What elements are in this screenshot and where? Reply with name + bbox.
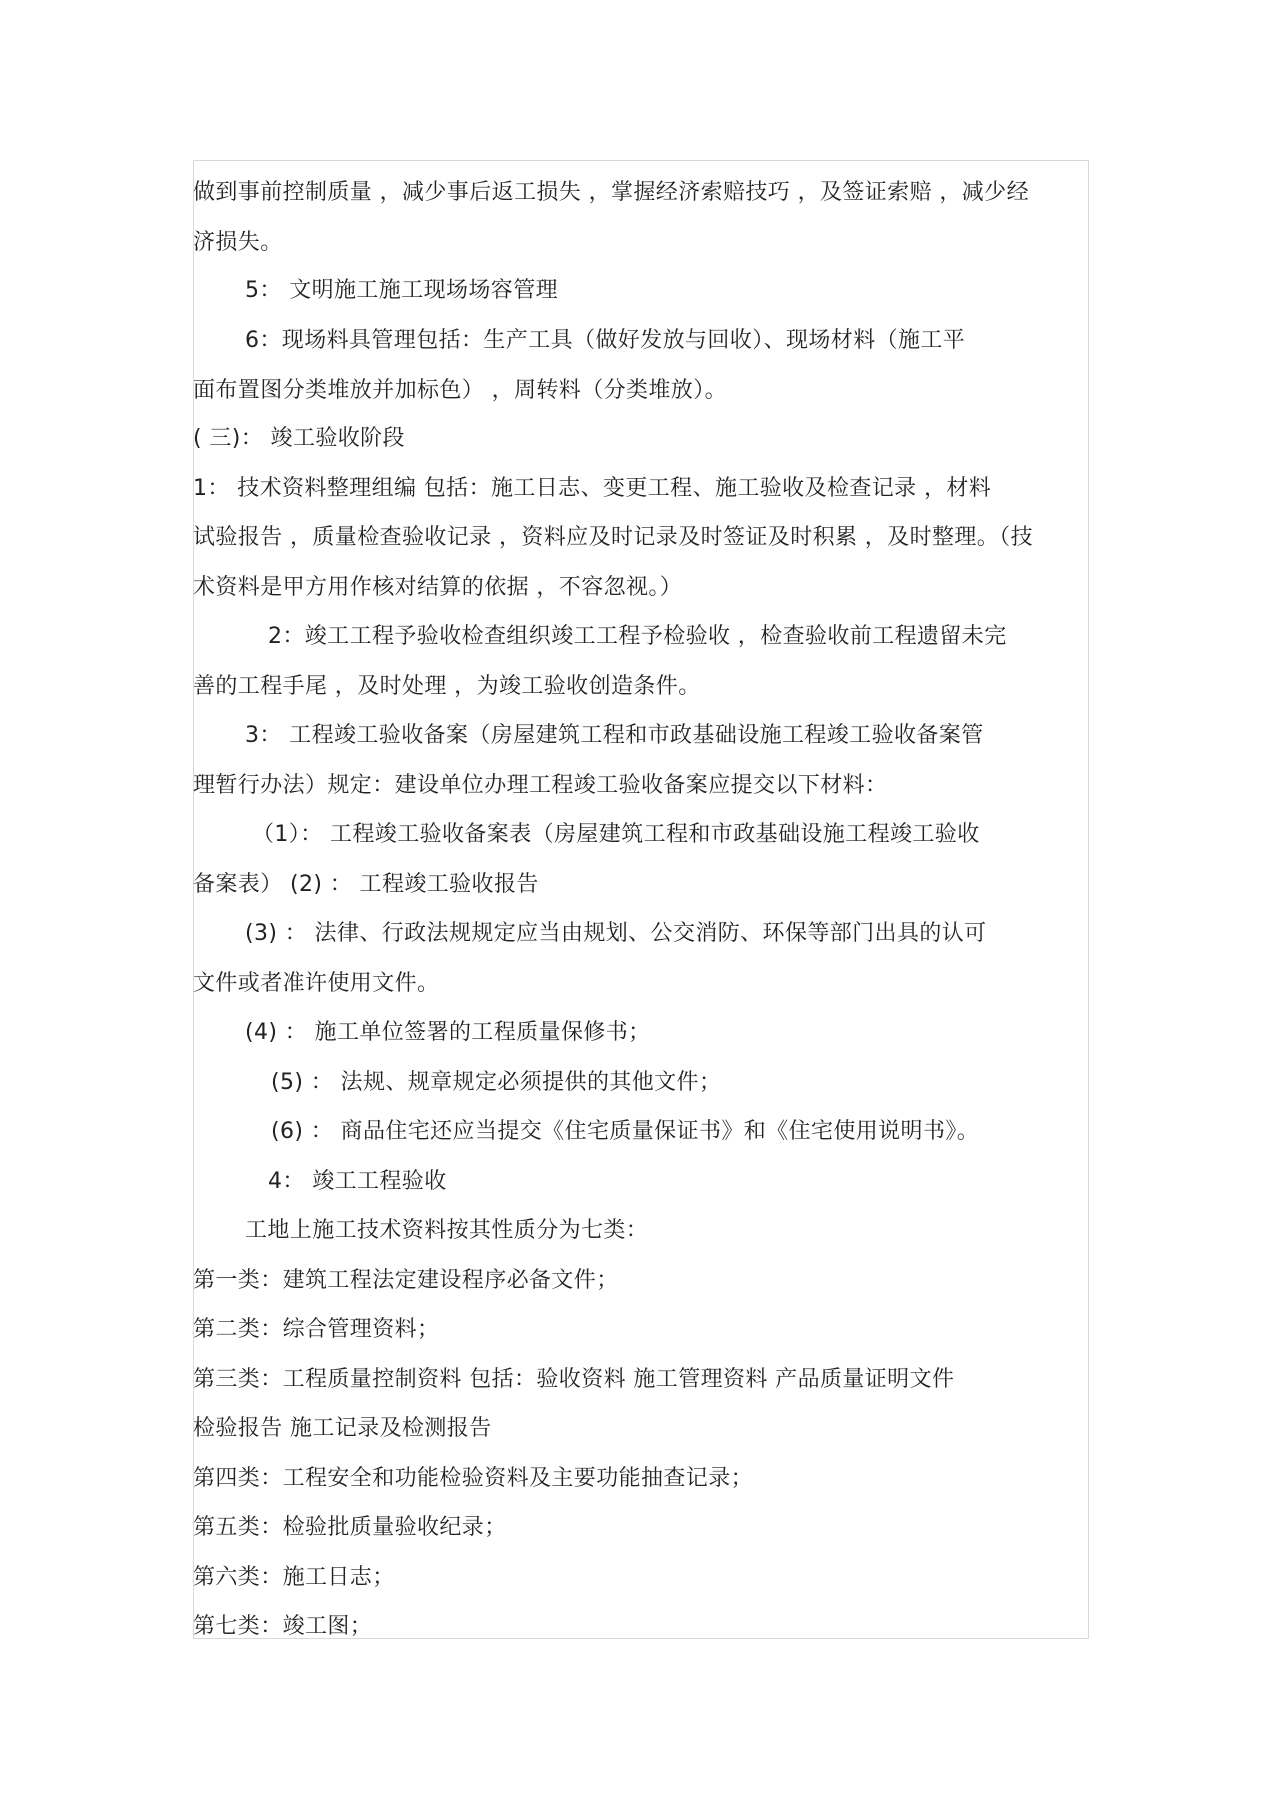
- text-line: 善的工程手尾 ，及时处理 ，为竣工验收创造条件。: [193, 674, 701, 699]
- text-line: (4) ： 施工单位签署的工程质量保修书；: [245, 1020, 651, 1045]
- text-line: 第七类：竣工图；: [193, 1614, 373, 1639]
- text-line: 术资料是甲方用作核对结算的依据 ，不容忽视。）: [193, 575, 683, 600]
- text-line: (3) ： 法律、行政法规规定应当由规划、公交消防、环保等部门出具的认可: [245, 921, 987, 946]
- text-line: 6：现场料具管理包括：生产工具（做好发放与回收）、现场材料（施工平: [245, 328, 966, 353]
- text-line: 第二类：综合管理资料；: [193, 1317, 440, 1342]
- text-line: 4： 竣工工程验收: [268, 1169, 447, 1194]
- text-line: 济损失。: [193, 230, 283, 255]
- text-line: 第三类：工程质量控制资料 包括：验收资料 施工管理资料 产品质量证明文件: [193, 1367, 955, 1392]
- text-line: 5： 文明施工施工现场场容管理: [245, 278, 558, 303]
- text-line: 面布置图分类堆放并加标色） ，周转料（分类堆放）。: [193, 378, 727, 403]
- section-heading: ( 三)： 竣工验收阶段: [193, 426, 405, 451]
- text-line: (5) ： 法规、规章规定必须提供的其他文件；: [271, 1070, 722, 1095]
- text-line: 工地上施工技术资料按其性质分为七类：: [245, 1218, 649, 1243]
- text-line: 2：竣工工程予验收检查组织竣工工程予检验收 ，检查验收前工程遗留未完: [268, 624, 1007, 649]
- text-line: 1： 技术资料整理组编 包括：施工日志、变更工程、施工验收及检查记录 ，材料: [193, 476, 992, 501]
- text-line: 第五类：检验批质量验收纪录；: [193, 1515, 507, 1540]
- text-line: 备案表） (2) ： 工程竣工验收报告: [193, 872, 539, 897]
- text-line: 做到事前控制质量 ，减少事后返工损失 ，掌握经济索赔技巧 ，及签证索赔 ，减少经: [193, 180, 1029, 205]
- text-line: 检验报告 施工记录及检测报告: [193, 1416, 492, 1441]
- text-line: （1）： 工程竣工验收备案表（房屋建筑工程和市政基础设施工程竣工验收: [252, 822, 980, 847]
- text-line: 试验报告 ，质量检查验收记录 ，资料应及时记录及时签证及时积累 ，及时整理。（技: [193, 525, 1033, 550]
- text-line: 第一类：建筑工程法定建设程序必备文件；: [193, 1268, 619, 1293]
- text-line: (6) ： 商品住宅还应当提交《住宅质量保证书》和《住宅使用说明书》。: [271, 1119, 980, 1144]
- text-line: 第四类：工程安全和功能检验资料及主要功能抽查记录；: [193, 1466, 754, 1491]
- text-line: 文件或者准许使用文件。: [193, 971, 440, 996]
- text-line: 第六类：施工日志；: [193, 1565, 395, 1590]
- text-line: 3： 工程竣工验收备案（房屋建筑工程和市政基础设施工程竣工验收备案管: [245, 723, 984, 748]
- text-line: 理暂行办法）规定：建设单位办理工程竣工验收备案应提交以下材料：: [193, 773, 888, 798]
